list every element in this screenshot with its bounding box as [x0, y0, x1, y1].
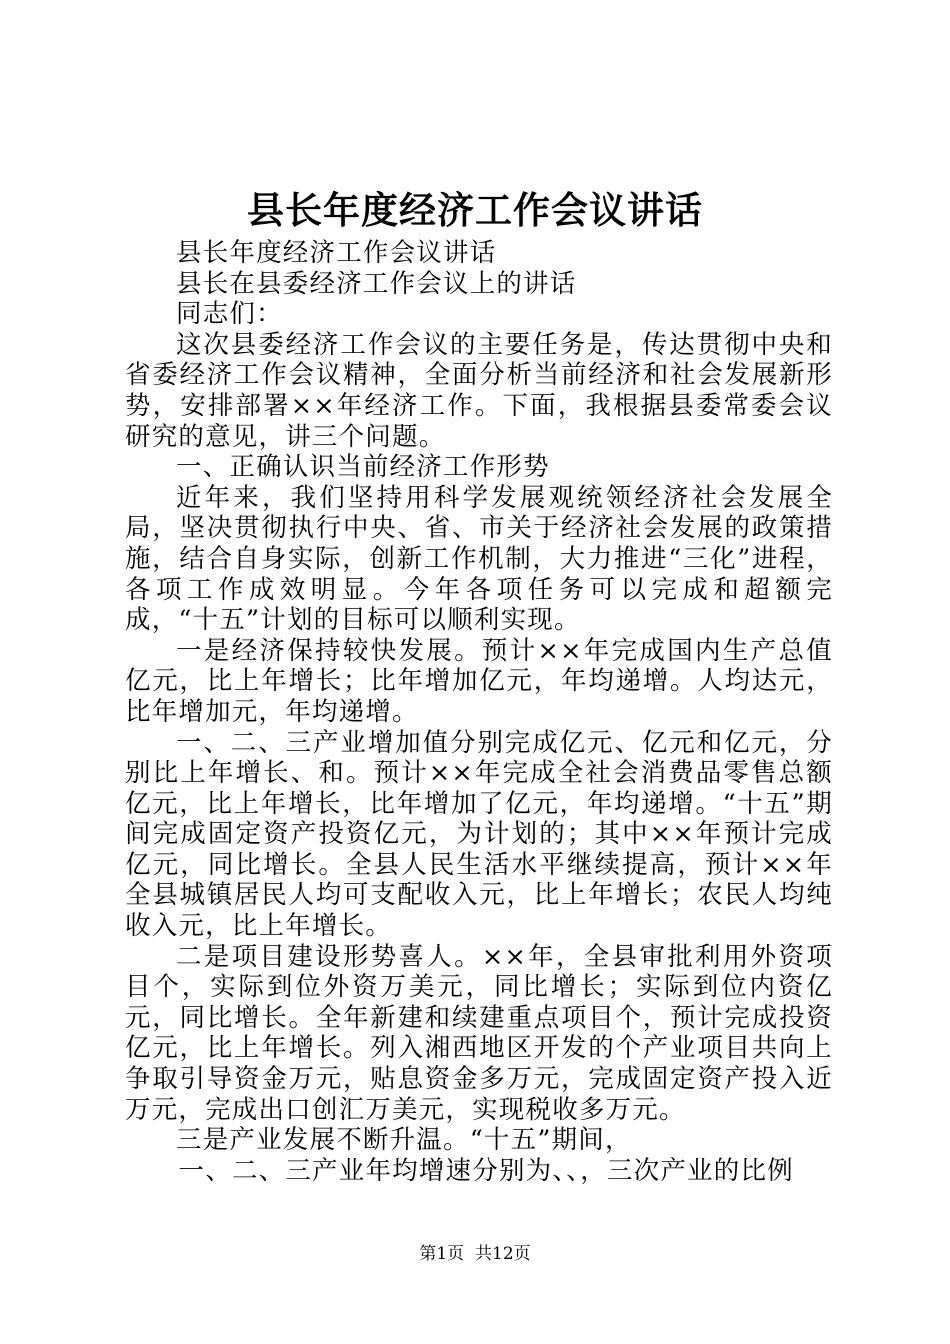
document-title: 县长年度经济工作会议讲话 — [247, 188, 703, 232]
paragraph-intro: 这次县委经济工作会议的主要任务是，传达贯彻中央和省委经济工作会议精神，全面分析当前经济和社会发展新形势，安排部署××年经济工作。下面，我根据县委常委会议研究的意见，讲三个问题。 — [125, 329, 833, 452]
section-heading-1: 一、正确认识当前经济工作形势 — [176, 452, 550, 483]
paragraph-economy-growth: 一是经济保持较快发展。预计××年完成国内生产总值亿元，比上年增长；比年增加亿元，年均递增。人均达元，比年增加元，年均递增。 — [125, 635, 833, 727]
page-number: 第1页 — [419, 1244, 465, 1264]
paragraph-industry-ratio: 一、二、三产业年均增速分别为、、，三次产业的比例 — [178, 1155, 794, 1186]
page-footer — [0, 1243, 950, 1265]
paragraph-greeting: 同志们： — [176, 299, 283, 330]
paragraph-industry-development: 三是产业发展不断升温。“十五”期间， — [176, 1125, 632, 1156]
paragraph-industry-values: 一、二、三产业增加值分别完成亿元、亿元和亿元，分别比上年增长、和。预计××年完成全社会消费品零售总额亿元，比上年增长，比年增加了亿元，年均递增。“十五”期间完成固定资产投资亿元，为计划的；其中××年预计完成亿元，同比增长。全县人民生活水平继续提高，预计××年全县城镇居民人均可支配收入元，比上年增长；农民人均纯收入元，比上年增长。 — [125, 727, 833, 942]
paragraph-recent-years: 近年来，我们坚持用科学发展观统领经济社会发展全局，坚决贯彻执行中央、省、市关于经济社会发展的政策措施，结合自身实际，创新工作机制，大力推进“三化”进程，各项工作成效明显。今年各项任务可以完成和超额完成，“十五”计划的目标可以顺利实现。 — [125, 482, 833, 636]
paragraph-projects: 二是项目建设形势喜人。××年，全县审批利用外资项目个，实际到位外资万美元，同比增长；实际到位内资亿元，同比增长。全年新建和续建重点项目个，预计完成投资亿元，比上年增长。列入湘西地区开发的个产业项目共向上争取引导资金万元，贴息资金多万元，完成固定资产投入近万元，完成出口创汇万美元，实现税收多万元。 — [125, 941, 833, 1125]
paragraph-speech-title: 县长在县委经济工作会议上的讲话 — [176, 268, 577, 299]
page-total: 共12页 — [475, 1244, 531, 1264]
document-body — [125, 238, 833, 1186]
paragraph-subtitle: 县长年度经济工作会议讲话 — [176, 238, 497, 268]
